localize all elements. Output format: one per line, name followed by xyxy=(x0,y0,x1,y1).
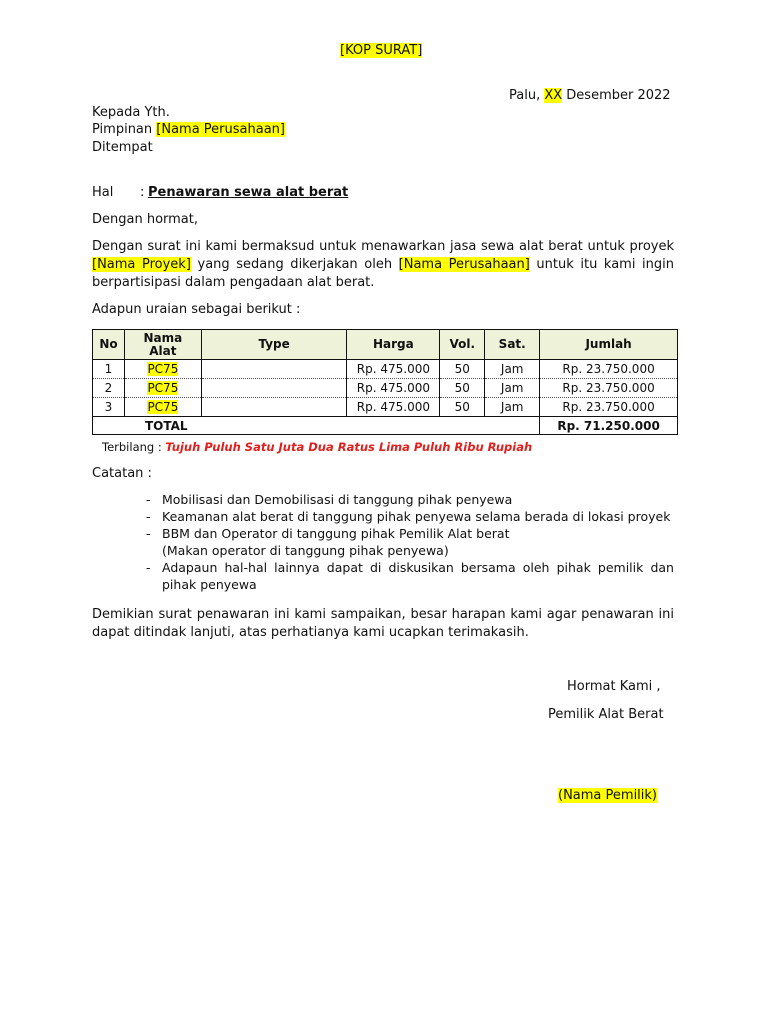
notes-title: Catatan : xyxy=(92,466,152,481)
cell-sat: Jam xyxy=(485,379,540,398)
intro-line-3: berpartisipasi dalam pengadaan alat berat. xyxy=(92,275,375,290)
note-text: Adapaun hal-hal lainnya dapat di diskusikan bersama oleh pihak pemilik dan pihak penyewa xyxy=(162,560,674,592)
equipment-name: PC75 xyxy=(147,400,179,414)
cell-harga: Rp. 475.000 xyxy=(347,379,440,398)
note-item: - Adapaun hal-hal lainnya dapat di diskusikan bersama oleh pihak pemilik dan pihak penyewa xyxy=(146,560,674,592)
equipment-name: PC75 xyxy=(147,362,179,376)
intro-mid-text: yang sedang dikerjakan oleh xyxy=(190,257,399,272)
date-month-year: Desember 2022 xyxy=(562,88,671,103)
cell-nama xyxy=(124,379,201,398)
total-value: Rp. 71.250.000 xyxy=(540,417,678,435)
cell-vol: 50 xyxy=(440,379,485,398)
cell-nama xyxy=(124,360,201,379)
cell-jumlah: Rp. 23.750.000 xyxy=(540,379,678,398)
cell-jumlah: Rp. 23.750.000 xyxy=(540,398,678,417)
subject-text: Penawaran sewa alat berat xyxy=(148,185,349,200)
note-text: Mobilisasi dan Demobilisasi di tanggung pihak penyewa xyxy=(162,492,513,507)
date-day-placeholder: XX xyxy=(544,88,563,103)
cell-sat: Jam xyxy=(485,360,540,379)
recipient-place: Ditempat xyxy=(92,140,153,155)
note-item: - Mobilisasi dan Demobilisasi di tanggung pihak penyewa xyxy=(146,492,513,507)
cell-vol: 50 xyxy=(440,360,485,379)
table-header-row xyxy=(93,330,678,360)
cell-type xyxy=(201,398,347,417)
header-vol: Vol. xyxy=(440,330,485,360)
equipment-name: PC75 xyxy=(147,381,179,395)
project-placeholder: [Nama Proyek] xyxy=(92,257,191,272)
signature-regards: Hormat Kami , xyxy=(567,679,661,694)
note-item: - BBM dan Operator di tanggung pihak Pemilik Alat berat (Makan operator di tanggung pihak penyewa) xyxy=(146,525,674,559)
cell-nama xyxy=(124,398,201,417)
signature-role: Pemilik Alat Berat xyxy=(548,707,664,722)
closing-paragraph xyxy=(92,606,674,642)
closing-line-2: dapat ditindak lanjuti, atas perhatianya kami ucapkan terimakasih. xyxy=(92,625,529,640)
intro-company-placeholder: [Nama Perusahaan] xyxy=(398,257,530,272)
header-nama-alat: Nama Alat xyxy=(124,330,201,360)
cell-type xyxy=(201,360,347,379)
closing-line-1: Demikian surat penawaran ini kami sampaikan, besar harapan kami agar penawaran ini xyxy=(92,607,674,622)
header-no: No xyxy=(93,330,125,360)
salutation: Dengan hormat, xyxy=(92,212,199,227)
cell-no: 1 xyxy=(93,360,125,379)
recipient-greeting: Kepada Yth. xyxy=(92,105,170,120)
header-sat: Sat. xyxy=(485,330,540,360)
header-jumlah: Jumlah xyxy=(540,330,678,360)
cell-harga: Rp. 475.000 xyxy=(347,398,440,417)
recipient-title xyxy=(92,122,285,137)
note-subtext: (Makan operator di tanggung pihak penyewa) xyxy=(162,543,449,558)
table-row xyxy=(93,360,678,379)
cell-no: 3 xyxy=(93,398,125,417)
subject-separator: : xyxy=(140,185,145,200)
note-text: BBM dan Operator di tanggung pihak Pemilik Alat berat xyxy=(162,526,510,541)
header-harga: Harga xyxy=(347,330,440,360)
cell-jumlah: Rp. 23.750.000 xyxy=(540,360,678,379)
recipient-title-prefix: Pimpinan xyxy=(92,122,157,137)
cell-sat: Jam xyxy=(485,398,540,417)
amount-in-words xyxy=(102,440,532,454)
table-row xyxy=(93,379,678,398)
notes-list xyxy=(146,491,674,593)
terbilang-label: Terbilang : xyxy=(102,440,166,454)
table-total-row xyxy=(93,417,678,435)
intro-line-2 xyxy=(92,256,674,274)
cell-harga: Rp. 475.000 xyxy=(347,360,440,379)
table-intro: Adapun uraian sebagai berikut : xyxy=(92,302,301,317)
cell-type xyxy=(201,379,347,398)
note-item: - Keamanan alat berat di tanggung pihak penyewa selama berada di lokasi proyek xyxy=(146,509,671,524)
terbilang-text: Tujuh Puluh Satu Juta Dua Ratus Lima Puluh Ribu Rupiah xyxy=(165,440,533,454)
intro-tail-text: untuk itu kami ingin xyxy=(529,257,674,272)
cell-no: 2 xyxy=(93,379,125,398)
cell-vol: 50 xyxy=(440,398,485,417)
total-label: TOTAL xyxy=(93,417,540,435)
signature-name-placeholder: (Nama Pemilik) xyxy=(558,788,657,803)
intro-line-1: Dengan surat ini kami bermaksud untuk menawarkan jasa sewa alat berat untuk proyek xyxy=(92,239,674,254)
letter-date xyxy=(509,88,671,103)
note-text: Keamanan alat berat di tanggung pihak penyewa selama berada di lokasi proyek xyxy=(162,509,671,524)
equipment-table xyxy=(92,329,678,435)
recipient-company-placeholder: [Nama Perusahaan] xyxy=(156,122,285,137)
subject-label: Hal xyxy=(92,185,114,200)
date-city: Palu, xyxy=(509,88,545,103)
header-type: Type xyxy=(201,330,347,360)
letterhead-placeholder: [KOP SURAT] xyxy=(340,43,423,58)
table-row xyxy=(93,398,678,417)
intro-paragraph xyxy=(92,238,674,292)
